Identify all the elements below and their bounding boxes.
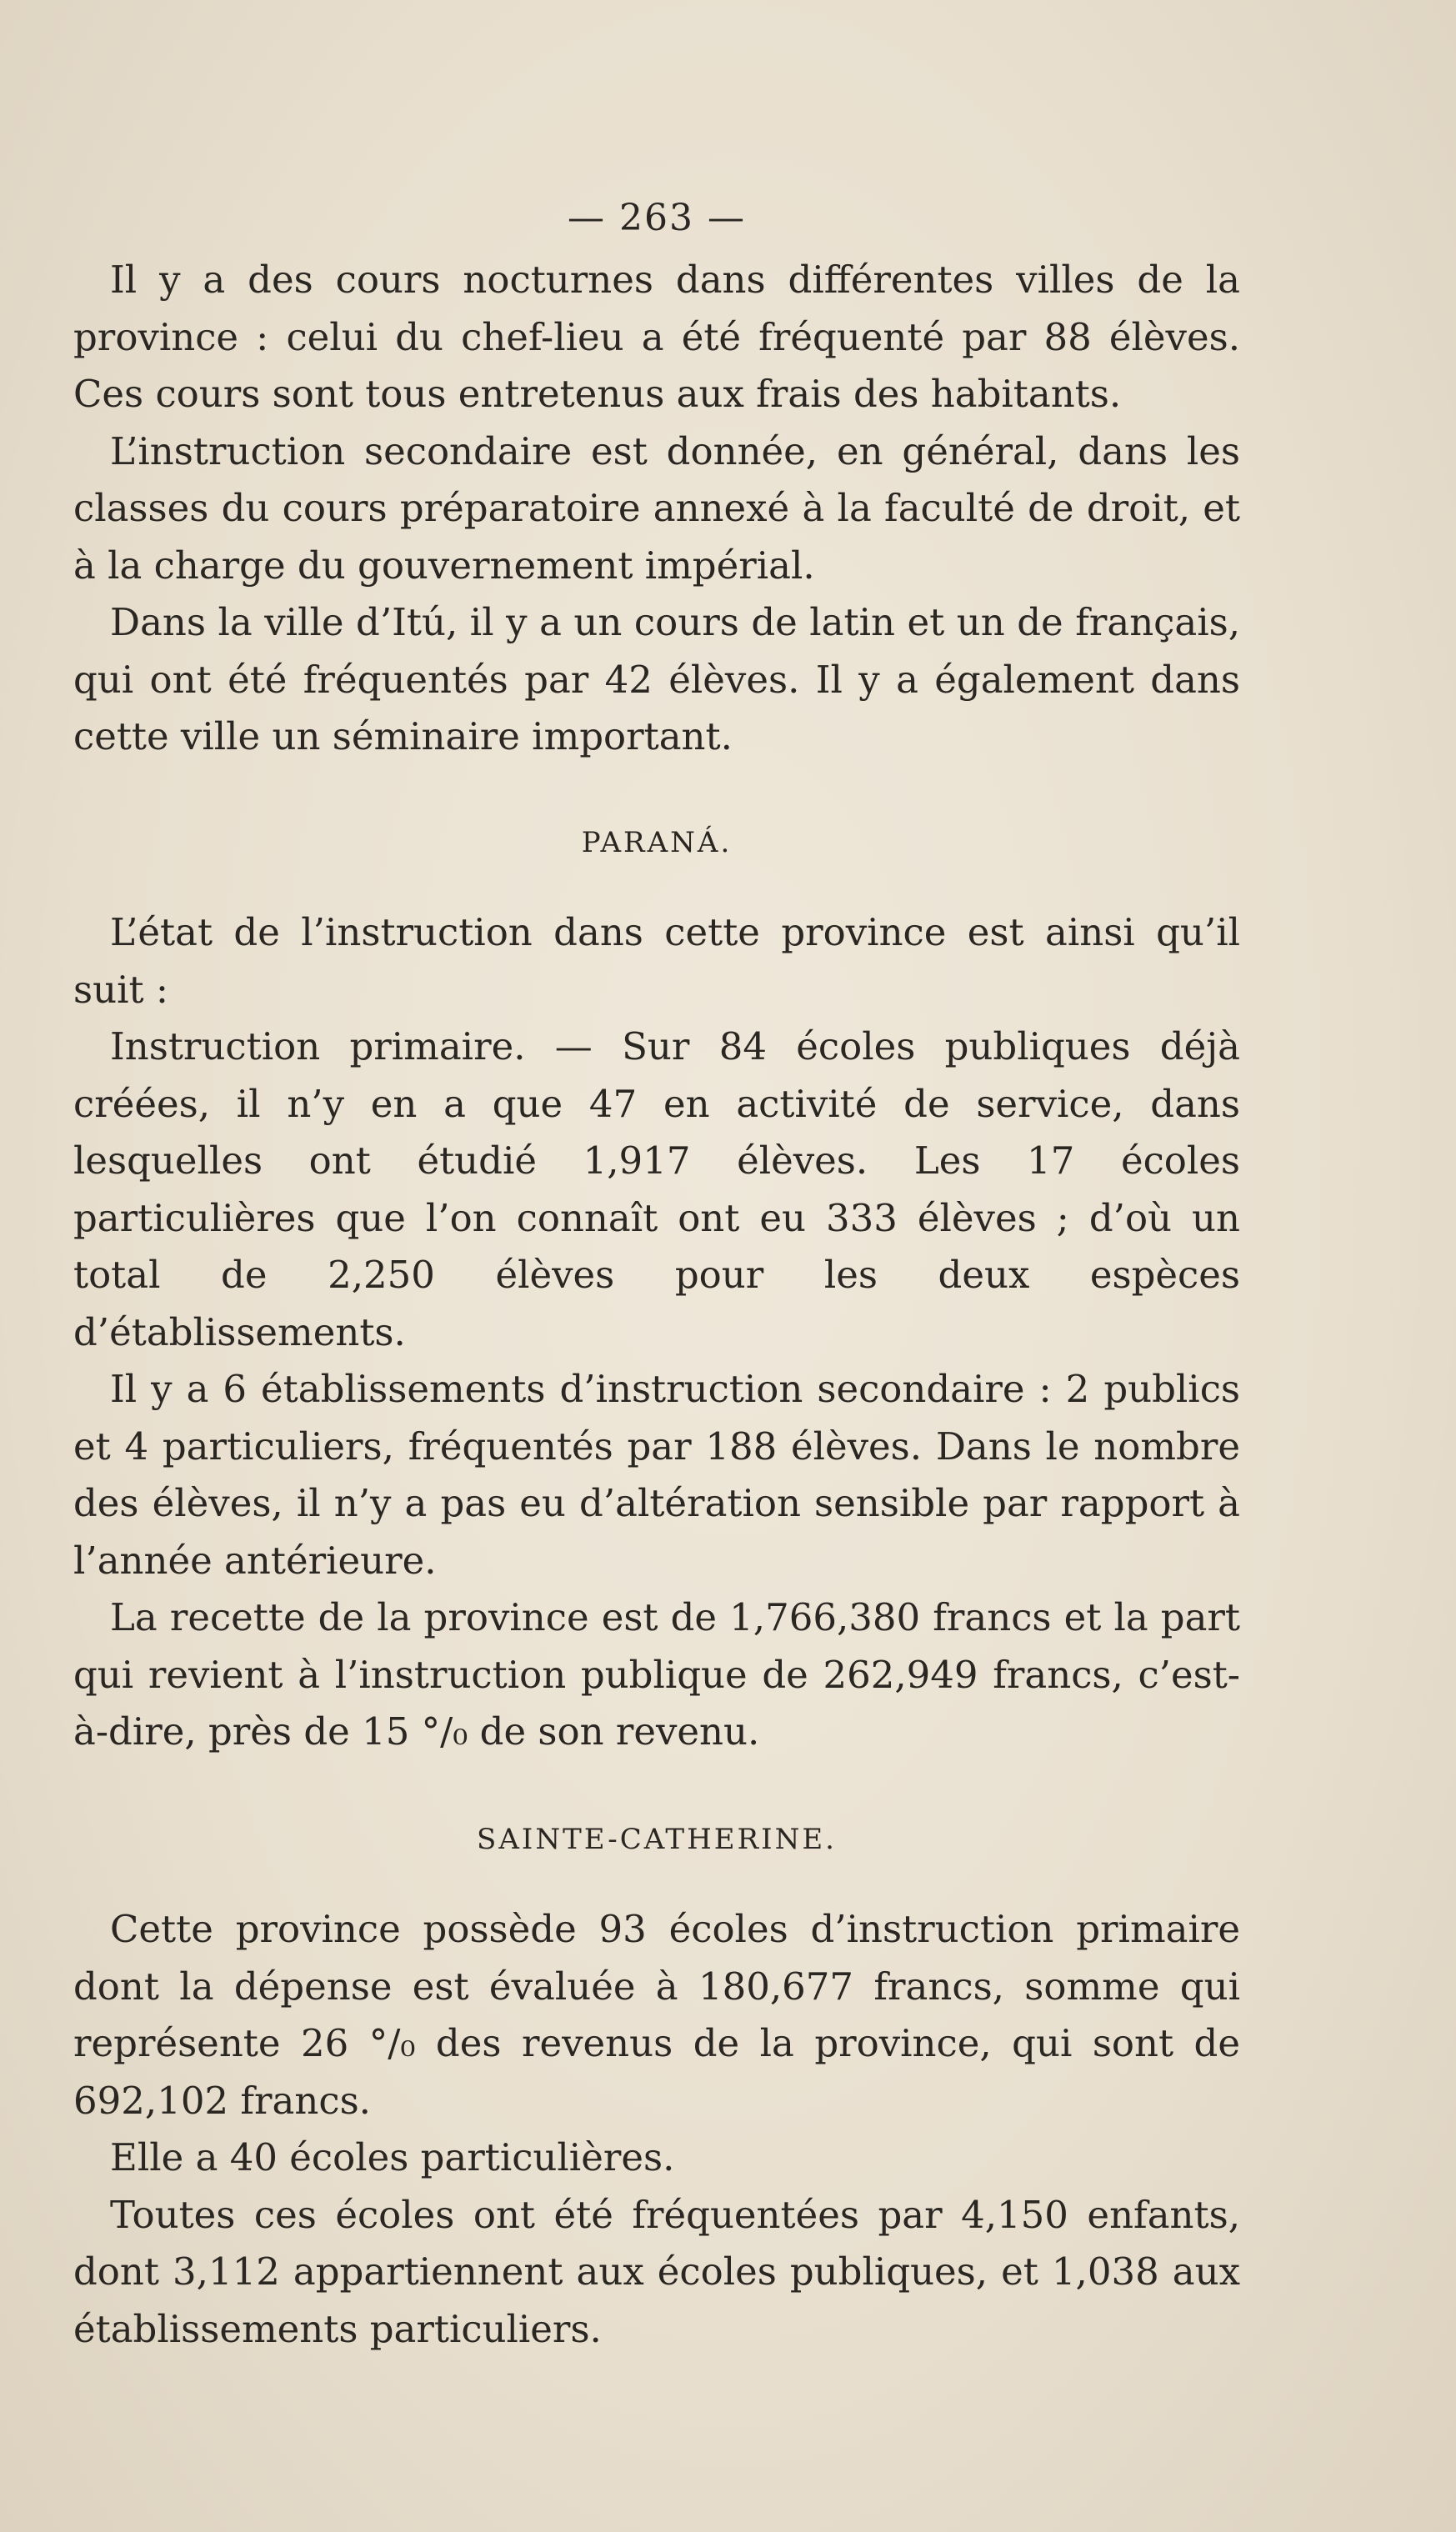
paragraph-itu: Dans la ville d’Itú, il y a un cours de latin et un de français, qui ont été fréquentés par 42 élèves. Il y a également dans cette ville un séminaire important. bbox=[73, 600, 1240, 758]
paragraph-sainte-catherine-private: Elle a 40 écoles particulières. bbox=[110, 2135, 675, 2179]
paragraph-sainte-catherine-attendance: Toutes ces écoles ont été fréquentées par 4,150 enfants, dont 3,112 appartiennent aux écoles publiques, et 1,038 aux établissements particuliers. bbox=[73, 2192, 1240, 2351]
paragraph-parana-revenue: La recette de la province est de 1,766,380 francs et la part qui revient à l’instruction publique de 262,949 francs, c’est-à-dire, près de 15 °/₀ de son revenu. bbox=[73, 1595, 1240, 1754]
paragraph-night-courses: Il y a des cours nocturnes dans différentes villes de la province : celui du chef-lieu a été fréquenté par 88 élèves. Ces cours sont tous entretenus aux frais des habitants. bbox=[73, 258, 1240, 416]
paragraph-parana-secondary: Il y a 6 établissements d’instruction secondaire : 2 publics et 4 particuliers, fréquentés par 188 élèves. Dans le nombre des élèves, il n’y a pas eu d’altération sensible par rapport à l’année antérieure. bbox=[73, 1367, 1240, 1583]
paragraph-parana-intro: L’état de l’instruction dans cette province est ainsi qu’il suit : bbox=[73, 910, 1240, 1012]
paragraph-secondary-instruction: L’instruction secondaire est donnée, en général, dans les classes du cours préparatoire annexé à la faculté de droit, et à la charge du gouvernement impérial. bbox=[73, 428, 1240, 588]
paragraph-parana-primary: Instruction primaire. — Sur 84 écoles publiques déjà créées, il n’y en a que 47 en activité de service, dans lesquelles ont étudié 1,917 élèves. Les 17 écoles particulières que l’on connaît ont eu 333 élèves ; d’où un total de 2,250 élèves pour les deux espèces d’établissements. bbox=[73, 1024, 1240, 1354]
paragraph-sainte-catherine-schools: Cette province possède 93 écoles d’instruction primaire dont la dépense est évaluée à 180,677 francs, somme qui représente 26 °/₀ des revenus de la province, qui sont de 692,102 francs. bbox=[73, 1907, 1240, 2123]
page-text bbox=[73, 190, 1240, 2358]
section-heading-parana: PARANÁ. bbox=[581, 825, 733, 859]
page-number: — 263 — bbox=[568, 197, 746, 239]
section-heading-sainte-catherine: SAINTE-CATHERINE. bbox=[477, 1822, 837, 1856]
